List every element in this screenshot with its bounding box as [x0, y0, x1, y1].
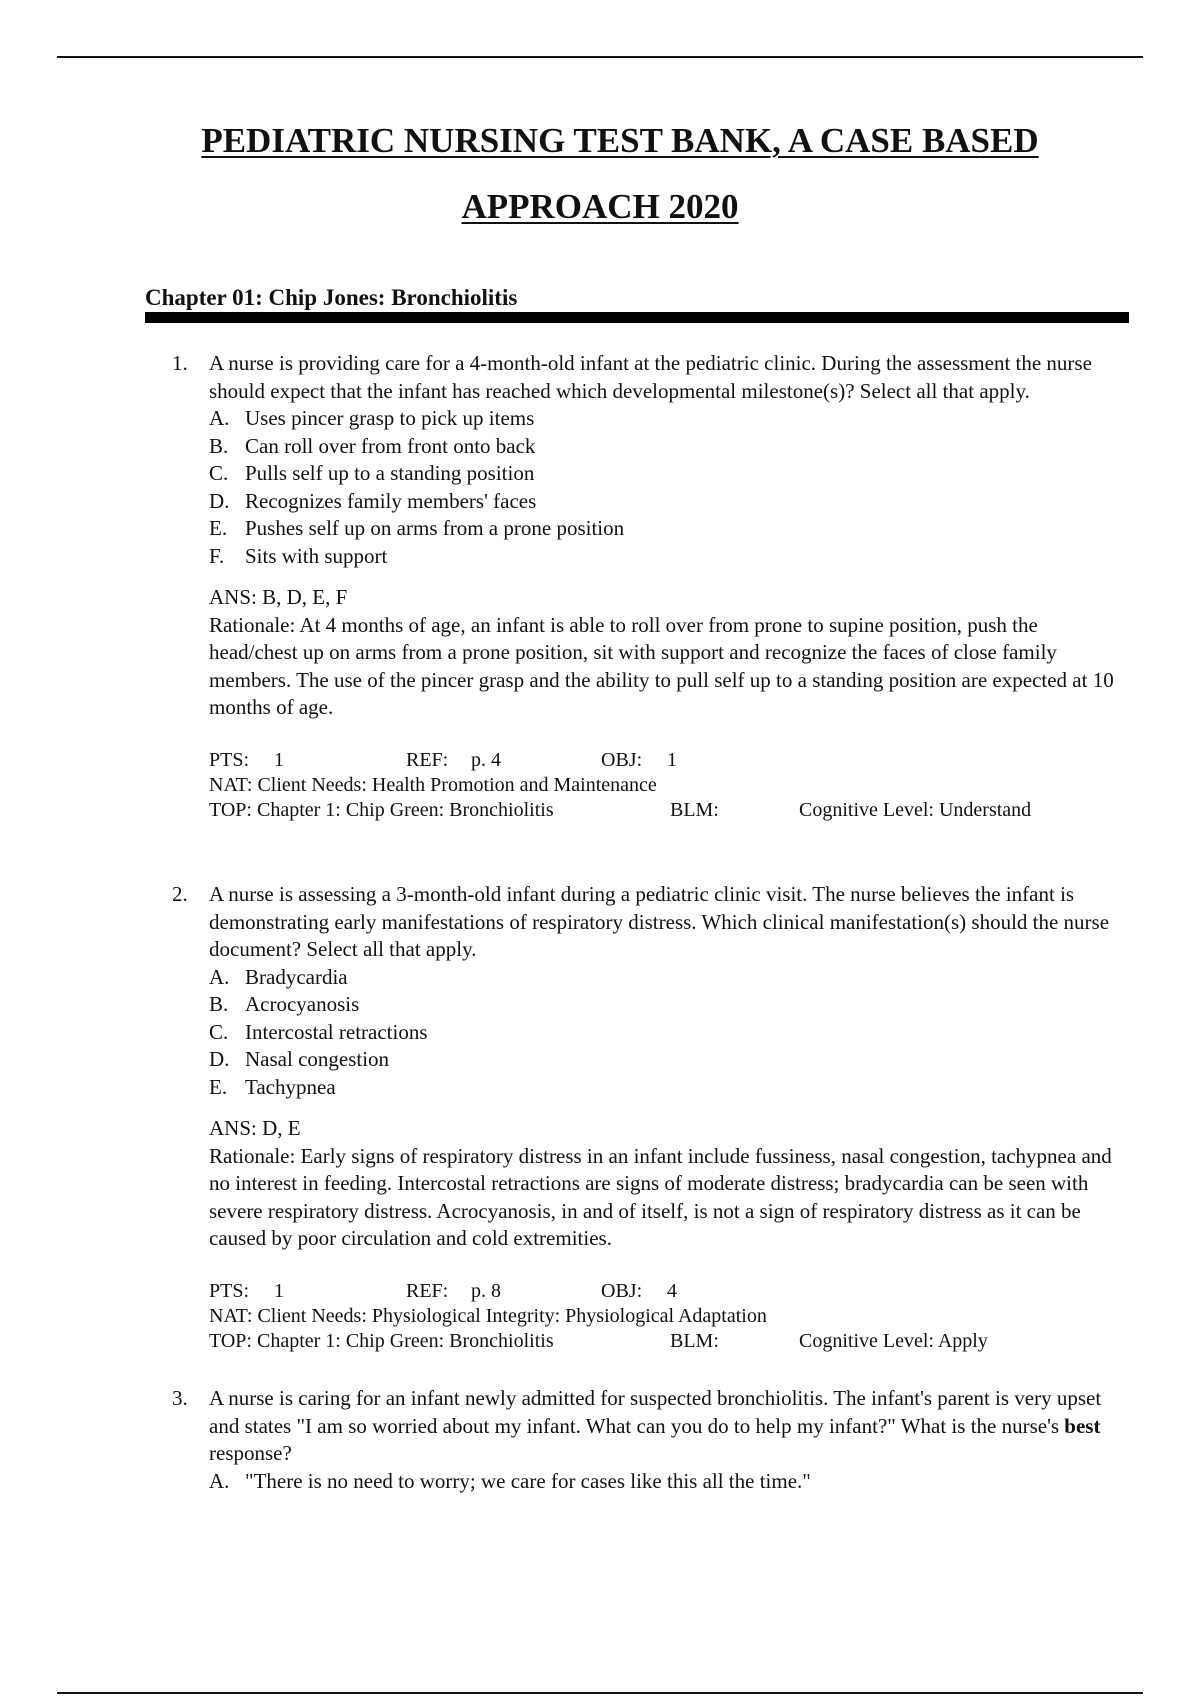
meta-row-top — [209, 1329, 1122, 1354]
option-b — [209, 991, 1122, 1019]
option-a — [209, 405, 1122, 433]
question-number: 2. — [172, 882, 188, 906]
option-text: "There is no need to worry; we care for cases like this all the time." — [245, 1468, 811, 1493]
top-rule — [57, 56, 1143, 58]
blm-label: BLM: — [670, 798, 719, 821]
question-metadata — [209, 1279, 1122, 1354]
option-letter: E. — [209, 516, 228, 540]
ref-value: p. 8 — [471, 1279, 501, 1302]
option-text: Pushes self up on arms from a prone position — [245, 516, 625, 540]
pts-label: PTS: — [209, 748, 250, 771]
option-text: Nasal congestion — [245, 1047, 390, 1071]
option-a — [209, 1468, 1122, 1496]
meta-row-pts — [209, 1279, 1122, 1304]
obj-value: 1 — [667, 748, 677, 771]
obj-label: OBJ: — [601, 748, 643, 771]
option-text: Intercostal retractions — [245, 1019, 428, 1044]
pts-label: PTS: — [209, 1279, 250, 1302]
option-f — [209, 543, 1122, 571]
option-letter: A. — [209, 406, 230, 430]
answer-options — [209, 405, 1122, 570]
question-stem-emphasis: best — [1064, 1413, 1101, 1438]
chapter-heading: Chapter 01: Chip Jones: Bronchiolitis — [145, 285, 518, 310]
pts-value: 1 — [274, 748, 284, 771]
answer-block — [209, 584, 1122, 722]
cognitive-level: Cognitive Level: Understand — [799, 798, 1032, 821]
answer-key: ANS: B, D, E, F — [209, 585, 348, 609]
top-value: TOP: Chapter 1: Chip Green: Bronchiolitis — [209, 798, 554, 821]
question-stem-text: A nurse is caring for an infant newly admitted for suspected bronchiolitis. The infant's parent is very upset and states "I am so worried about my infant. What can you do to help my infant?" What is the nurse's — [209, 1386, 1102, 1438]
ref-value: p. 4 — [471, 748, 501, 771]
answer-block — [209, 1115, 1122, 1253]
option-a — [209, 964, 1122, 992]
rationale: Rationale: Early signs of respiratory distress in an infant include fussiness, nasal congestion, tachypnea and no interest in feeding. Intercostal retractions are signs of moderate distress; bradycardia can be seen with severe respiratory distress. Acrocyanosis, in and of itself, is not a sign of respiratory distress as it can be caused by poor circulation and cold extremities. — [209, 1143, 1112, 1250]
option-c — [209, 1019, 1122, 1047]
answer-options — [209, 1468, 1122, 1496]
question-2 — [172, 881, 1122, 1354]
title-line-1: PEDIATRIC NURSING TEST BANK, A CASE BASED — [201, 121, 1039, 160]
question-stem — [209, 1385, 1122, 1468]
meta-row-pts — [209, 748, 1122, 773]
option-text: Bradycardia — [245, 964, 348, 989]
option-e — [209, 515, 1122, 543]
question-number: 3. — [172, 1386, 188, 1410]
option-text: Recognizes family members' faces — [245, 488, 537, 513]
option-letter: F. — [209, 543, 225, 568]
option-text: Tachypnea — [245, 1074, 336, 1099]
answer-options — [209, 964, 1122, 1102]
rationale: Rationale: At 4 months of age, an infant is able to roll over from prone to supine position, push the head/chest up on arms from a prone position, sit with support and recognize the faces of close family members. The use of the pincer grasp and the ability to pull self up to a standing position are expected at 10 months of age. — [209, 612, 1114, 719]
option-b — [209, 433, 1122, 461]
option-text: Can roll over from front onto back — [245, 433, 536, 458]
obj-label: OBJ: — [601, 1279, 643, 1302]
question-stem: A nurse is assessing a 3-month-old infant during a pediatric clinic visit. The nurse believes the infant is demonstrating early manifestations of respiratory distress. Which clinical manifestation(s) should the nurse document? Select all that apply. — [209, 882, 1110, 961]
option-letter: D. — [209, 488, 230, 513]
option-text: Acrocyanosis — [245, 992, 360, 1016]
ref-label: REF: — [406, 748, 449, 771]
option-e — [209, 1074, 1122, 1102]
question-3 — [172, 1385, 1122, 1495]
pts-value: 1 — [274, 1279, 284, 1302]
question-metadata — [209, 748, 1122, 823]
title-line-2: APPROACH 2020 — [461, 187, 739, 226]
option-letter: B. — [209, 433, 229, 458]
nat-value: NAT: Client Needs: Physiological Integrity: Physiological Adaptation — [209, 1304, 767, 1327]
meta-row-nat — [209, 773, 1122, 798]
obj-value: 4 — [667, 1279, 677, 1302]
nat-value: NAT: Client Needs: Health Promotion and Maintenance — [209, 773, 657, 796]
question-stem-end: response? — [209, 1441, 292, 1465]
ref-label: REF: — [406, 1279, 449, 1302]
blm-label: BLM: — [670, 1329, 719, 1352]
option-text: Sits with support — [245, 543, 388, 568]
option-letter: A. — [209, 964, 230, 989]
chapter-divider-bar — [145, 312, 1129, 323]
option-d — [209, 488, 1122, 516]
option-letter: B. — [209, 992, 229, 1016]
question-stem: A nurse is providing care for a 4-month-old infant at the pediatric clinic. During the assessment the nurse should expect that the infant has reached which developmental milestone(s)? Select all that apply. — [209, 351, 1092, 403]
option-letter: D. — [209, 1047, 230, 1071]
answer-key: ANS: D, E — [209, 1116, 301, 1140]
document-title — [0, 108, 1200, 240]
top-value: TOP: Chapter 1: Chip Green: Bronchiolitis — [209, 1329, 554, 1352]
option-c — [209, 460, 1122, 488]
question-1 — [172, 350, 1122, 823]
option-text: Pulls self up to a standing position — [245, 461, 535, 485]
bottom-rule — [57, 1692, 1143, 1694]
option-letter: C. — [209, 1019, 229, 1044]
meta-row-nat — [209, 1304, 1122, 1329]
question-number: 1. — [172, 351, 188, 375]
option-d — [209, 1046, 1122, 1074]
meta-row-top — [209, 798, 1122, 823]
option-letter: A. — [209, 1468, 230, 1493]
option-text: Uses pincer grasp to pick up items — [245, 406, 535, 430]
cognitive-level: Cognitive Level: Apply — [799, 1329, 988, 1352]
option-letter: C. — [209, 461, 229, 485]
option-letter: E. — [209, 1074, 228, 1099]
